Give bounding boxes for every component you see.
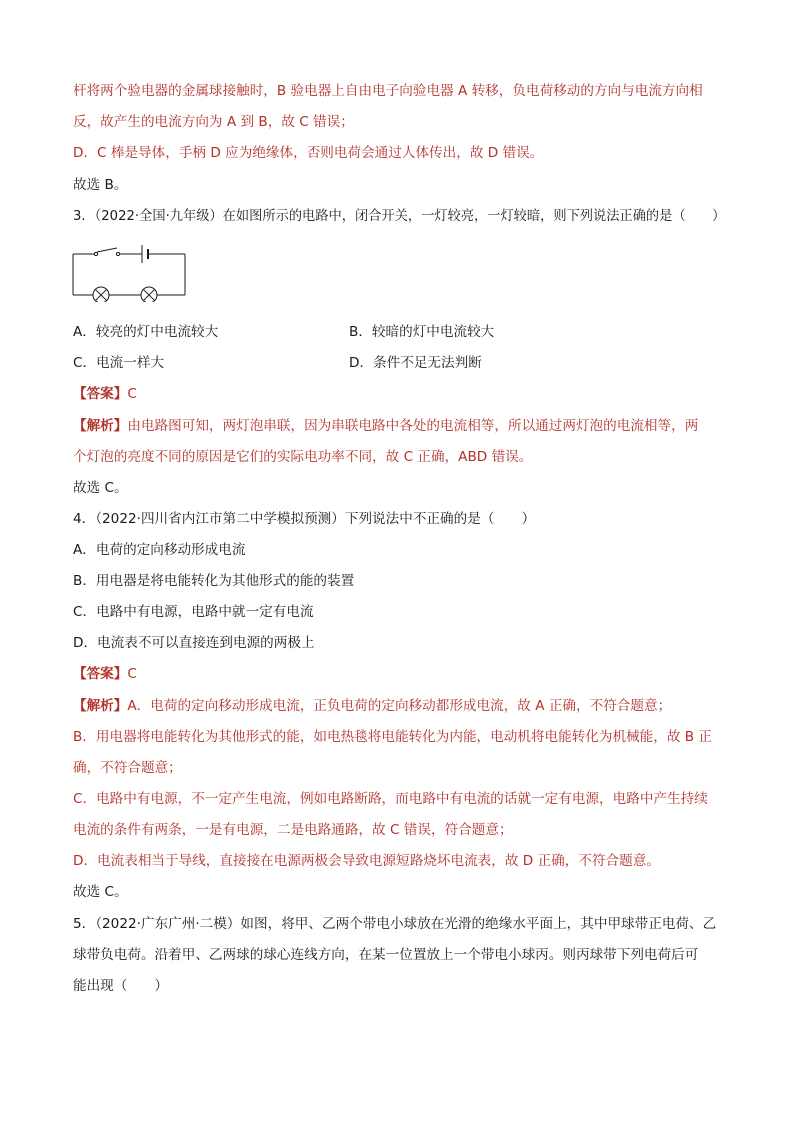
q4-analysis-b-line-2: 确，不符合题意； (73, 760, 182, 776)
q3-analysis-line-1 (73, 417, 698, 435)
q4-option-c: C．电路中有电源，电路中就一定有电流 (73, 604, 314, 620)
q4-option-a: A．电荷的定向移动形成电流 (73, 542, 246, 558)
analysis-tag: 【解析】 (73, 698, 128, 714)
q4-conclusion: 故选 C。 (73, 884, 128, 900)
q4-analysis-a-text: A．电荷的定向移动形成电流，正负电荷的定向移动都形成电流，故 A 正确，不符合题意； (127, 698, 672, 714)
q4-analysis-b-line-1: B．用电器将电能转化为其他形式的能，如电热毯将电能转化为内能，电动机将电能转化为机械能，故 B 正 (73, 729, 713, 745)
q4-answer: C (127, 666, 137, 682)
q2-analysis-line-3: D．C 棒是导体，手柄 D 应为绝缘体，否则电荷会通过人体传出，故 D 错误。 (73, 145, 544, 161)
q4-analysis-d: D．电流表相当于导线，直接接在电源两极会导致电源短路烧坏电流表，故 D 正确，不符合题意。 (73, 853, 660, 869)
q3-option-a: A．较亮的灯中电流较大 (73, 324, 219, 340)
lamp-1 (93, 287, 109, 302)
q5-stem-line-2: 球带负电荷。沿着甲、乙两球的球心连线方向，在某一位置放上一个带电小球丙。则丙球带下列电荷后可 (73, 947, 699, 963)
switch-contact (116, 252, 119, 255)
q4-option-d: D．电流表不可以直接连到电源的两极上 (73, 635, 315, 651)
q3-answer-row (73, 385, 137, 403)
q5-stem-line-1: 5．（2022·广东广州·二模）如图，将甲、乙两个带电小球放在光滑的绝缘水平面上，其中甲球带正电荷、乙 (73, 916, 717, 932)
q4-answer-row (73, 665, 137, 683)
series-circuit-diagram (70, 238, 190, 302)
answer-tag: 【答案】 (73, 386, 128, 402)
q4-analysis-c-line-2: 电流的条件有两条，一是有电源，二是电路通路，故 C 错误，符合题意； (73, 822, 513, 838)
analysis-tag: 【解析】 (73, 418, 128, 434)
q3-stem: 3．（2022·全国·九年级）在如图所示的电路中，闭合开关，一灯较亮，一灯较暗，则下列说法正确的是（ ） (73, 208, 726, 224)
q4-stem: 4．（2022·四川省内江市第二中学模拟预测）下列说法中不正确的是（ ） (73, 511, 536, 527)
q3-option-d: D．条件不足无法判断 (349, 355, 482, 371)
q3-answer: C (127, 386, 137, 402)
q3-analysis-text-1: 由电路图可知，两灯泡串联，因为串联电路中各处的电流相等，所以通过两灯泡的电流相等，两 (127, 418, 699, 434)
q2-analysis-line-1: 杆将两个验电器的金属球接触时，B 验电器上自由电子向验电器 A 转移，负电荷移动的方向与电流方向相 (73, 83, 703, 99)
answer-tag: 【答案】 (73, 666, 128, 682)
q5-stem-line-3: 能出现（ ） (73, 978, 169, 994)
q2-analysis-line-2: 反，故产生的电流方向为 A 到 B，故 C 错误； (73, 114, 354, 130)
q4-analysis-c-line-1: C．电路中有电源，不一定产生电流，例如电路断路，而电路中有电流的话就一定有电源，电路中产生持续 (73, 791, 708, 807)
q3-analysis-line-2: 个灯泡的亮度不同的原因是它们的实际电功率不同，故 C 正确，ABD 错误。 (73, 449, 533, 465)
q3-option-c: C．电流一样大 (73, 355, 165, 371)
q3-conclusion: 故选 C。 (73, 480, 128, 496)
q4-analysis-a (73, 697, 671, 715)
lamp-2 (141, 287, 157, 302)
switch-pivot (94, 252, 97, 255)
q2-conclusion: 故选 B。 (73, 177, 128, 193)
q3-option-b: B．较暗的灯中电流较大 (349, 324, 495, 340)
q4-option-b: B．用电器是将电能转化为其他形式的能的装置 (73, 573, 355, 589)
